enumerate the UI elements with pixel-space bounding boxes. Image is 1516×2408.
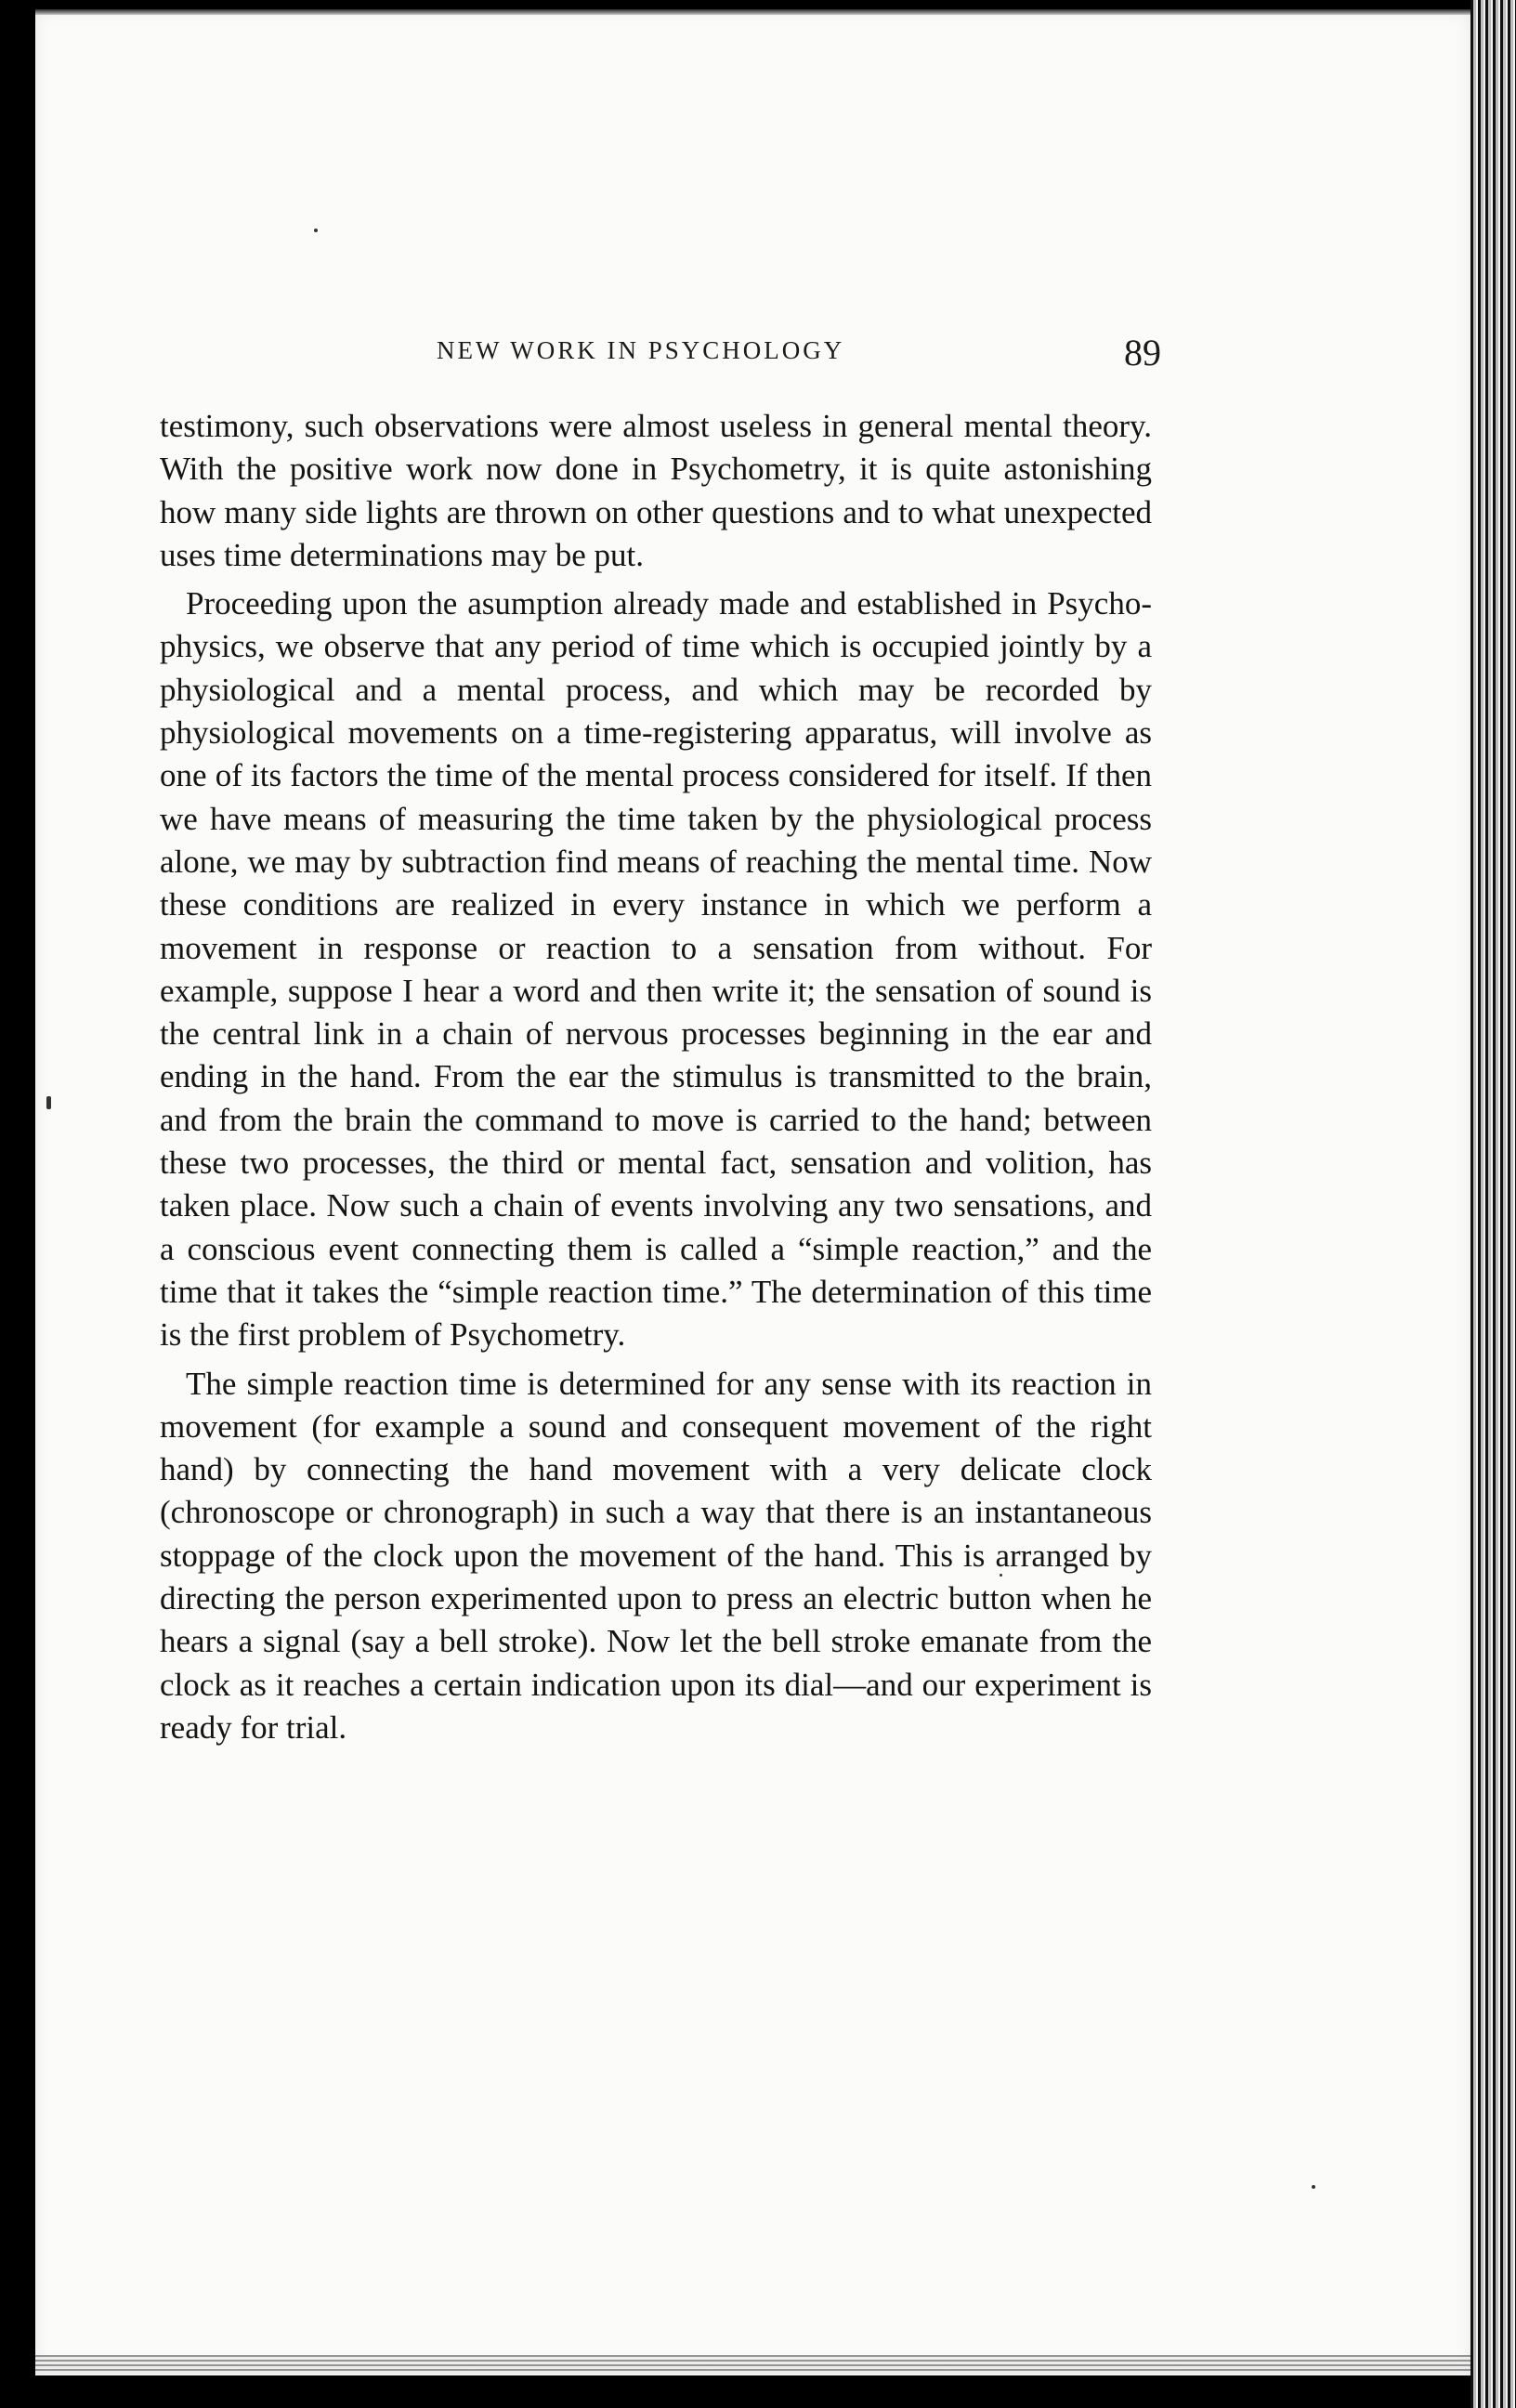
- running-head: NEW WORK IN PSYCHOLOGY: [437, 336, 845, 364]
- paragraph-3: The simple reaction time is determined for any sense with its reaction in movement (for example a sound and consequent movement of the right hand) by connecting the hand movement with a very delicate clock (chronoscope or chronograph) in such a way that there is an instantaneous stoppage of the clock upon the movement of the hand. This is arranged by directing the person experimented upon to press an electric button when he hears a signal (say a bell stroke). Now let the bell stroke emanate from the clock as it reaches a certain indication upon its dial—and our experiment is ready for trial.: [160, 1365, 1152, 1746]
- body-text: [160, 405, 1152, 1755]
- page-bottom-edge: [35, 2355, 1470, 2374]
- page-top-edge: [35, 9, 1470, 15]
- paragraph-2: Proceeding upon the asumption already made and established in Psycho-physics, we observe that any period of time which is occupied jointly by a physiological and a mental process, and which may be recorded by physiological movements on a time-registering apparatus, will involve as one of its factors the time of the mental process considered for itself. If then we have means of measuring the time taken by the physiological process alone, we may by subtraction find means of reaching the mental time. Now these conditions are realized in every instance in which we perform a movement in response or reaction to a sensation from without. For example, suppose I hear a word and then write it; the sensation of sound is the central link in a chain of nervous processes beginning in the ear and ending in the hand. From the ear the stimulus is transmitted to the brain, and from the brain the command to move is carried to the hand; between these two processes, the third or mental fact, sensation and volition, has taken place. Now such a chain of events involving any two sensations, and a conscious event connecting them is called a “simple reaction,” and the time that it takes the “simple reaction time.” The determination of this time is the first problem of Psychometry.: [160, 585, 1152, 1354]
- paragraph-1: testimony, such observations were almost useless in general mental theory. With the positive work now done in Psychometry, it is quite astonishing how many side lights are thrown on other questions and to what unexpected uses time determinations may be put.: [160, 408, 1152, 573]
- page-number: 89: [1124, 332, 1161, 373]
- book-fore-edge: [1470, 0, 1516, 2408]
- page-header: [176, 331, 1161, 377]
